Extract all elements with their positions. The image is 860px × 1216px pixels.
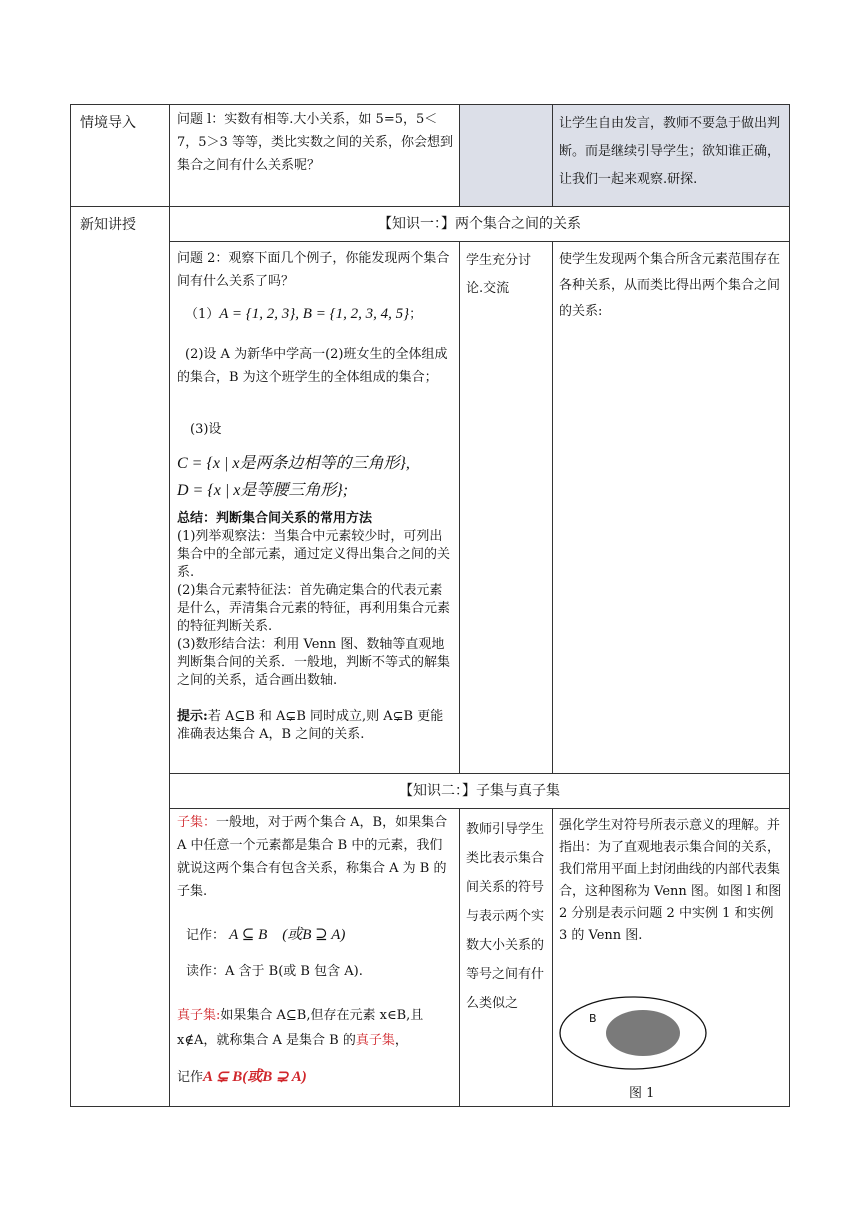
proper-subset-definition — [177, 1003, 455, 1053]
venn-diagram-figure-1 — [555, 995, 715, 1077]
row2-label-cell — [70, 206, 170, 1107]
proper-word: 真子集 — [355, 1033, 395, 1048]
summary-title: 总结：判断集合间关系的常用方法 — [177, 511, 373, 526]
row1-question: 问题 l：实数有相等.大小关系，如 5=5，5＜7，5＞3 等等，类比实数之间的关系，你会想到集合之间有什么关系呢？ — [177, 112, 453, 173]
k1-header: 【知识一：】两个集合之间的关系 — [378, 216, 581, 232]
proper-notation — [177, 1066, 455, 1089]
summary-3: (3)数形结合法：利用 Venn 图、数轴等直观地判断集合间的关系．一般地，判断不等式的解集之间的关系，适合画出数轴. — [177, 637, 451, 688]
hint-text: 若 A⊆B 和 A⊊B 同时成立,则 A⊊B 更能准确表达集合 A，B 之间的关系. — [177, 709, 444, 742]
design-1: 使学生发现两个集合所含元素范围存在各种关系，从而类比得出两个集合之间的关系: — [559, 252, 781, 319]
design-2: 强化学生对符号所表示意义的理解。并指出：为了直观地表示集合间的关系，我们常用平面上封闭曲线的内部代表集合，这种图称为 Venn 图。如图 l 和图 2 分别是表示问题 2 中实例 1 和实例 3 的 Venn 图. — [559, 818, 782, 943]
subset-label: 子集： — [177, 815, 217, 830]
notation-math: A ⊆ B (或B ⊇ A) — [229, 927, 346, 943]
example-1-num: （1） — [185, 307, 220, 322]
subset-reading — [186, 960, 456, 983]
example-1-math: A = {1, 2, 3}, B = {1, 2, 3, 4, 5} — [219, 306, 410, 322]
venn-set-a — [606, 1010, 680, 1056]
read-label: 读作： — [186, 964, 226, 979]
q2-intro: 问题 2：观察下面几个例子，你能发现两个集合间有什么关系了吗？ — [177, 251, 450, 289]
proper-notation-label: 记作 — [177, 1070, 204, 1085]
proper-def-end: ， — [394, 1033, 408, 1048]
k1-activity-cell — [459, 241, 553, 774]
row1-design: 让学生自由发言，教师不要急于做出判断。而是继续引导学生；欲知谁正确，让我们一起来观察.研探. — [559, 116, 781, 187]
example-1 — [185, 303, 455, 326]
k2-header: 【知识二：】子集与真子集 — [399, 783, 560, 799]
example-3-set-c: C = {x | x是两条边相等的三角形}, — [177, 455, 410, 472]
example-1-end: ； — [409, 307, 423, 322]
hint — [177, 708, 455, 744]
subset-def: 一般地，对于两个集合 A，B，如果集合 A 中任意一个元素都是集合 B 中的元素，我们就说这两个集合有包含关系，称集合 A 为 B 的子集. — [177, 815, 448, 899]
notation-label: 记作： — [186, 928, 226, 943]
proper-def: 如果集合 A⊆B,但存在元素 x∈B,且 x∉A，就称集合 A 是集合 B 的 — [177, 1008, 424, 1048]
proper-label: 真子集: — [177, 1008, 221, 1023]
venn-set-b-label: B — [589, 1012, 597, 1025]
row1-label: 情境导入 — [80, 115, 136, 131]
read-text: A 含于 B(或 B 包含 A). — [225, 964, 363, 979]
proper-notation-math: A ⊊ B(或B ⊋ A) — [203, 1069, 307, 1085]
summary-2: (2)集合元素特征法：首先确定集合的代表元素是什么，弄清集合元素的特征，再利用集合元素的特征判断关系. — [177, 583, 451, 634]
row2-label: 新知讲授 — [80, 217, 136, 233]
hint-label: 提示: — [177, 709, 208, 724]
subset-definition — [177, 811, 455, 903]
activity-1: 学生充分讨论.交流 — [466, 253, 532, 296]
example-2: (2)设 A 为新华中学高一(2)班女生的全体组成的集合，B 为这个班学生的全体组成的集合； — [177, 347, 448, 385]
figure-caption: 图 1 — [629, 1086, 655, 1101]
example-3-set-d: D = {x | x是等腰三角形}; — [177, 482, 349, 499]
subset-notation — [186, 924, 456, 947]
example-3: (3)设 — [190, 422, 222, 437]
summary-1: (1)列举观察法：当集合中元素较少时，可列出集合中的全部元素，通过定义得出集合之间的关系. — [177, 529, 451, 580]
activity-2: 教师引导学生类比表示集合间关系的符号与表示两个实数大小关系的等号之间有什么类似之 — [466, 822, 545, 1011]
row1-activity-cell — [459, 104, 553, 207]
